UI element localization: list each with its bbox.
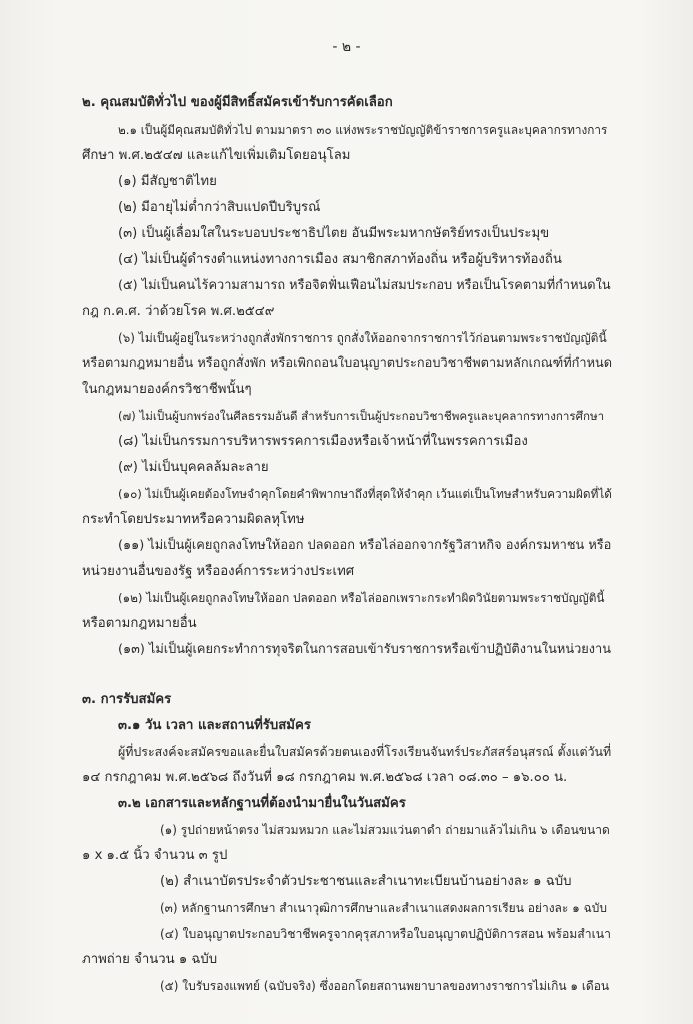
page-number: - ๒ -	[332, 39, 361, 55]
document-item-cont: ภาพถ่าย จำนวน ๑ ฉบับ	[82, 952, 218, 967]
qualification-item: (๓) เป็นผู้เลื่อมใสในระบอบประชาธิปไตย อันมีพระมหากษัตริย์ทรงเป็นประมุข	[118, 226, 550, 241]
subsection-3-2-heading: ๓.๒ เอกสารและหลักฐานที่ต้องนำมายื่นในวันสมัคร	[118, 796, 406, 811]
application-period-text-cont: ๑๔ กรกฎาคม พ.ศ.๒๕๖๘ ถึงวันที่ ๑๘ กรกฎาคม พ.ศ.๒๕๖๘ เวลา ๐๘.๓๐ – ๑๖.๐๐ น.	[82, 770, 568, 785]
qualification-item-cont: กระทำโดยประมาทหรือความผิดลหุโทษ	[82, 512, 305, 527]
document-item: (๔) ใบอนุญาตประกอบวิชาชีพครูจากคุรุสภาหรือใบอนุญาตปฏิบัติการสอน พร้อมสำเนา	[160, 927, 611, 941]
qualification-item-cont: หน่วยงานอื่นของรัฐ หรือองค์การระหว่างประเทศ	[82, 564, 355, 579]
qualification-item-cont: ในกฎหมายองค์กรวิชาชีพนั้นๆ	[82, 382, 252, 397]
document-item: (๑) รูปถ่ายหน้าตรง ไม่สวมหมวก และไม่สวมแว่นตาดำ ถ่ายมาแล้วไม่เกิน ๖ เดือนขนาด	[160, 823, 610, 837]
section-2-intro-cont: ศึกษา พ.ศ.๒๕๔๗ และแก้ไขเพิ่มเติมโดยอนุโลม	[82, 148, 351, 163]
application-period-text: ผู้ที่ประสงค์จะสมัครขอและยื่นใบสมัครด้วยตนเองที่โรงเรียนจันทร์ประภัสสร์อนุสรณ์ ตั้งแต่วันที่	[118, 744, 612, 759]
qualification-item: (๒) มีอายุไม่ต่ำกว่าสิบแปดปีบริบูรณ์	[118, 200, 321, 215]
document-item: (๓) หลักฐานการศึกษา สำเนาวุฒิการศึกษาและสำเนาแสดงผลการเรียน อย่างละ ๑ ฉบับ	[160, 901, 607, 915]
qualification-item: (๖) ไม่เป็นผู้อยู่ในระหว่างถูกสั่งพักราชการ ถูกสั่งให้ออกจากราชการไว้ก่อนตามพระราชบัญญัตินี้	[118, 331, 607, 345]
qualification-item: (๑๓) ไม่เป็นผู้เคยกระทำการทุจริตในการสอบเข้ารับราชการหรือเข้าปฏิบัติงานในหน่วยงาน	[118, 642, 611, 657]
qualification-item: (๑๑) ไม่เป็นผู้เคยถูกลงโทษให้ออก ปลดออก หรือไล่ออกจากรัฐวิสาหกิจ องค์กรมหาชน หรือ	[118, 538, 612, 553]
qualification-item-cont: หรือตามกฎหมายอื่น	[82, 616, 197, 631]
section-3-heading: ๓. การรับสมัคร	[82, 692, 172, 707]
qualification-item: (๘) ไม่เป็นกรรมการบริหารพรรคการเมืองหรือเจ้าหน้าที่ในพรรคการเมือง	[118, 434, 528, 449]
document-item: (๕) ใบรับรองแพทย์ (ฉบับจริง) ซึ่งออกโดยสถานพยาบาลของทางราชการไม่เกิน ๑ เดือน	[160, 979, 610, 993]
qualification-item: (๑๒) ไม่เป็นผู้เคยถูกลงโทษให้ออก ปลดออก หรือไล่ออกเพราะกระทำผิดวินัยตามพระราชบัญญัตินี้	[118, 591, 605, 605]
qualification-item: (๑๐) ไม่เป็นผู้เคยต้องโทษจำคุกโดยคำพิพากษาถึงที่สุดให้จำคุก เว้นแต่เป็นโทษสำหรับความผิดที่ได้	[118, 487, 612, 501]
qualification-item-cont: กฎ ก.ค.ศ. ว่าด้วยโรค พ.ศ.๒๕๔๙	[82, 304, 275, 319]
subsection-3-1-heading: ๓.๑ วัน เวลา และสถานที่รับสมัคร	[118, 718, 311, 733]
section-2-intro: ๒.๑ เป็นผู้มีคุณสมบัติทั่วไป ตามมาตรา ๓๐ แห่งพระราชบัญญัติข้าราชการครูและบุคลากรทางการ	[118, 123, 608, 137]
qualification-item-cont: หรือตามกฎหมายอื่น หรือถูกสั่งพัก หรือเพิกถอนใบอนุญาตประกอบวิชาชีพตามหลักเกณฑ์ที่กำหนด	[82, 356, 613, 371]
qualification-item: (๙) ไม่เป็นบุคคลล้มละลาย	[118, 460, 269, 475]
qualification-item: (๑) มีสัญชาติไทย	[118, 174, 217, 189]
document-item-cont: ๑ x ๑.๕ นิ้ว จำนวน ๓ รูป	[82, 848, 228, 863]
qualification-item: (๕) ไม่เป็นคนไร้ความสามารถ หรือจิตฟั่นเฟือนไม่สมประกอบ หรือเป็นโรคตามที่กำหนดใน	[118, 278, 611, 293]
section-2-heading: ๒. คุณสมบัติทั่วไป ของผู้มีสิทธิ์สมัครเข้ารับการคัดเลือก	[82, 95, 393, 110]
qualification-item: (๗) ไม่เป็นผู้บกพร่องในศีลธรรมอันดี สำหรับการเป็นผู้ประกอบวิชาชีพครูและบุคลากรทางการศึกษา	[118, 409, 605, 423]
document-item: (๒) สำเนาบัตรประจำตัวประชาชนและสำเนาทะเบียนบ้านอย่างละ ๑ ฉบับ	[160, 874, 572, 889]
qualification-item: (๔) ไม่เป็นผู้ดำรงตำแหน่งทางการเมือง สมาชิกสภาท้องถิ่น หรือผู้บริหารท้องถิ่น	[118, 252, 562, 267]
